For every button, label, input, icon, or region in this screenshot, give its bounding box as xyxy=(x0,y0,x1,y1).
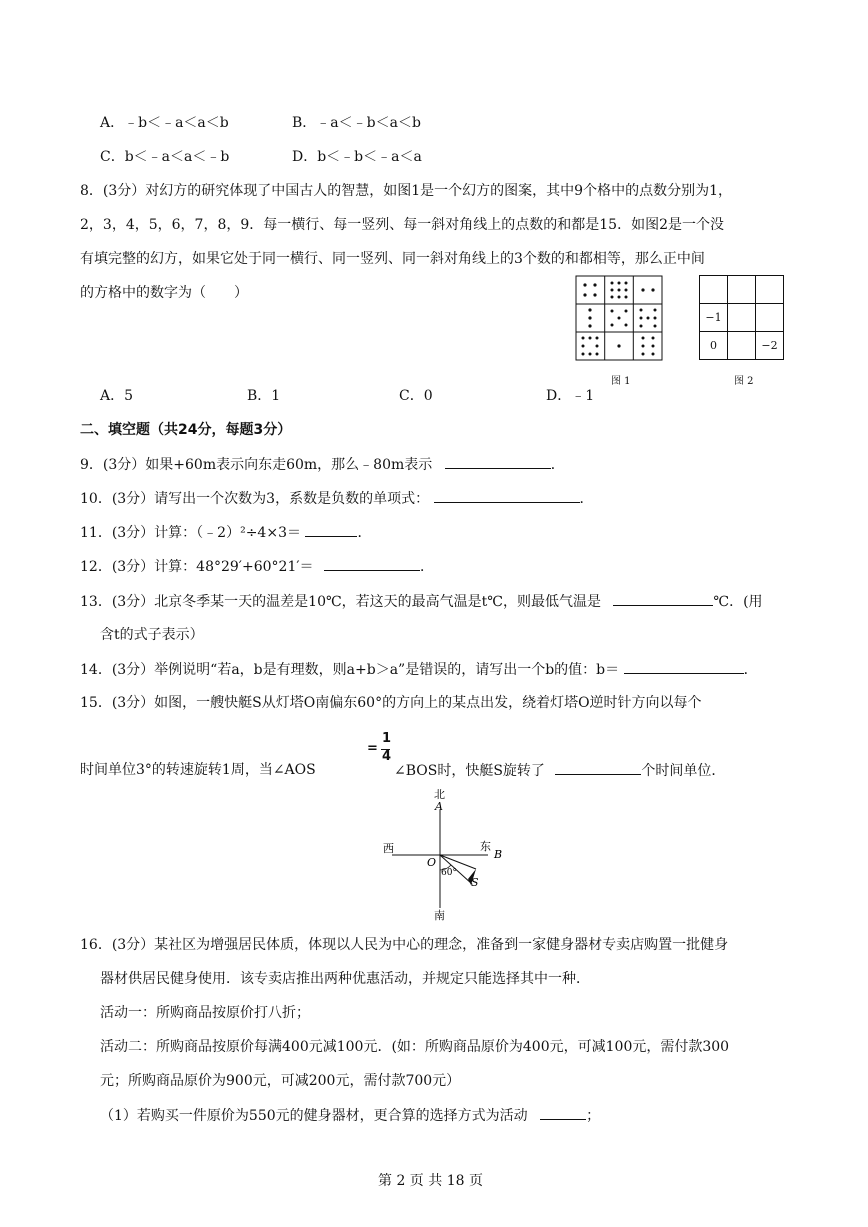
q9-stem: 9．(3分）如果+60m表示向东走60m，那么﹣80m表示 xyxy=(80,457,433,473)
q13-stem: 13．(3分）北京冬季某一天的温差是10℃，若这天的最高气温是t℃，则最低气温是 xyxy=(80,594,601,610)
q7-option-a: A．﹣b＜﹣a＜a＜b xyxy=(100,115,229,131)
label-s: S xyxy=(471,876,479,889)
label-east: 东 xyxy=(480,840,491,853)
q12-answer-blank[interactable] xyxy=(324,556,420,571)
q7-option-c: C．b＜﹣a＜a＜﹣b xyxy=(100,149,230,165)
q14-stem: 14．(3分）举例说明“若a，b是有理数，则a+b＞a”是错误的，请写出一个b的值：b＝ xyxy=(80,662,620,678)
q14-answer-blank[interactable] xyxy=(624,659,744,674)
q10-text: 10．(3分）请写出一个次数为3，系数是负数的单项式： ． xyxy=(80,488,594,509)
label-60-degrees: 60° xyxy=(441,868,457,878)
q10-answer-blank[interactable] xyxy=(434,488,580,503)
q8-option-d: D．﹣1 xyxy=(546,388,595,404)
q16-part-1-end: ； xyxy=(586,1108,601,1124)
q15-fraction-equals: = xyxy=(367,741,378,756)
q8-line-1: 8．(3分）对幻方的研究体现了中国古人的智慧，如图1是一个幻方的图案，其中9个格中的点数分别为1， xyxy=(80,183,732,199)
q8-option-a: A．5 xyxy=(100,388,134,404)
q9-text: 9．(3分）如果+60m表示向东走60m，那么﹣80m表示 ． xyxy=(80,454,565,475)
label-west: 西 xyxy=(383,842,394,855)
q8-line-4: 的方格中的数字为（ ） xyxy=(80,285,248,301)
q13-answer-blank[interactable] xyxy=(613,591,713,606)
q16-answer-blank[interactable] xyxy=(540,1105,586,1120)
label-south: 南 xyxy=(434,909,445,922)
label-o: O xyxy=(427,856,437,869)
q15-line-2a: 时间单位3°的转速旋转1周，当∠AOS xyxy=(80,762,316,778)
fig2-cell-center xyxy=(728,304,756,332)
q11-answer-blank[interactable] xyxy=(305,522,357,537)
q15-line-1: 15．(3分）如图，一艘快艇S从灯塔O南偏东60°的方向上的某点出发，绕着灯塔O逆时针方向以每个 xyxy=(80,695,702,711)
q10-stem: 10．(3分）请写出一个次数为3，系数是负数的单项式： xyxy=(80,491,430,507)
q12-text: 12．(3分）计算：48°29′+60°21′＝ ． xyxy=(80,556,434,577)
fig2-cell-1 xyxy=(700,276,728,304)
q11-text: 11．(3分）计算：（﹣2）²÷4×3＝ ． xyxy=(80,522,371,543)
fig2-cell-4: −1 xyxy=(700,304,728,332)
q8-line-3: 有填完整的幻方，如果它处于同一横行、同一竖列、同一斜对角线上的3个数的和都相等，那么正中间 xyxy=(80,251,705,267)
q15-line-2b xyxy=(394,760,725,781)
compass-diagram xyxy=(380,786,510,924)
fig2-cell-9: −2 xyxy=(756,332,784,360)
magic-square-figure-1 xyxy=(575,275,663,361)
q14-text: 14．(3分）举例说明“若a，b是有理数，则a+b＞a”是错误的，请写出一个b的值：b＝ ． xyxy=(80,659,758,680)
q12-stem: 12．(3分）计算：48°29′+60°21′＝ xyxy=(80,559,314,575)
q8-option-b: B．1 xyxy=(247,388,281,404)
q13-line-1 xyxy=(80,591,763,612)
q7-option-d: D．b＜﹣b＜﹣a＜a xyxy=(292,149,422,165)
figure-1-caption: 图 1 xyxy=(611,376,631,387)
label-b: B xyxy=(494,848,503,861)
q16-part-1 xyxy=(100,1105,600,1126)
q16-line-2: 器材供居民健身使用．该专卖店推出两种优惠活动，并规定只能选择其中一种． xyxy=(100,971,590,987)
magic-square-figure-2 xyxy=(699,275,784,360)
fig2-cell-7: 0 xyxy=(700,332,728,360)
section-title-fill-in: 二、填空题（共24分，每题3分） xyxy=(80,422,292,438)
q13-unit: ℃．(用 xyxy=(713,594,763,610)
q16-part-1-stem: （1）若购买一件原价为550元的健身器材，更合算的选择方式为活动 xyxy=(100,1108,528,1124)
q15-stem-c: 个时间单位． xyxy=(641,763,726,779)
q16-activity-2: 活动二：所购商品按原价每满400元减100元．(如：所购商品原价为400元，可减100元，需付款300 xyxy=(100,1039,730,1055)
fig2-cell-3 xyxy=(756,276,784,304)
q16-activity-1: 活动一：所购商品按原价打八折； xyxy=(100,1005,310,1021)
q15-fraction-denominator: 4 xyxy=(382,749,392,764)
q15-answer-blank[interactable] xyxy=(555,760,641,775)
ray-ob xyxy=(440,855,476,869)
q15-fraction-numerator: 1 xyxy=(382,731,392,746)
q16-example: 元；所购商品原价为900元，可减200元，需付款700元） xyxy=(100,1073,461,1089)
label-north: 北 xyxy=(434,788,445,801)
q9-answer-blank[interactable] xyxy=(445,454,551,469)
q13-line-2: 含t的式子表示） xyxy=(100,627,204,643)
q11-stem: 11．(3分）计算：（﹣2）²÷4×3＝ xyxy=(80,525,301,541)
fig2-cell-6 xyxy=(756,304,784,332)
q7-option-b: B．﹣a＜﹣b＜a＜b xyxy=(292,115,421,131)
q15-stem-b: ∠BOS时，快艇S旋转了 xyxy=(394,763,545,779)
page-footer: 第 2 页 共 18 页 xyxy=(378,1173,483,1189)
q16-line-1: 16．(3分）某社区为增强居民体质，体现以人民为中心的理念，准备到一家健身器材专卖店购置一批健身 xyxy=(80,937,729,953)
q8-line-2: 2，3，4，5，6，7，8，9．每一横行、每一竖列、每一斜对角线上的点数的和都是15．如图2是一个没 xyxy=(80,217,724,233)
fig2-cell-8 xyxy=(728,332,756,360)
label-a: A xyxy=(435,800,443,813)
fig2-cell-2 xyxy=(728,276,756,304)
q8-option-c: C．0 xyxy=(399,388,433,404)
figure-2-caption: 图 2 xyxy=(734,376,754,387)
